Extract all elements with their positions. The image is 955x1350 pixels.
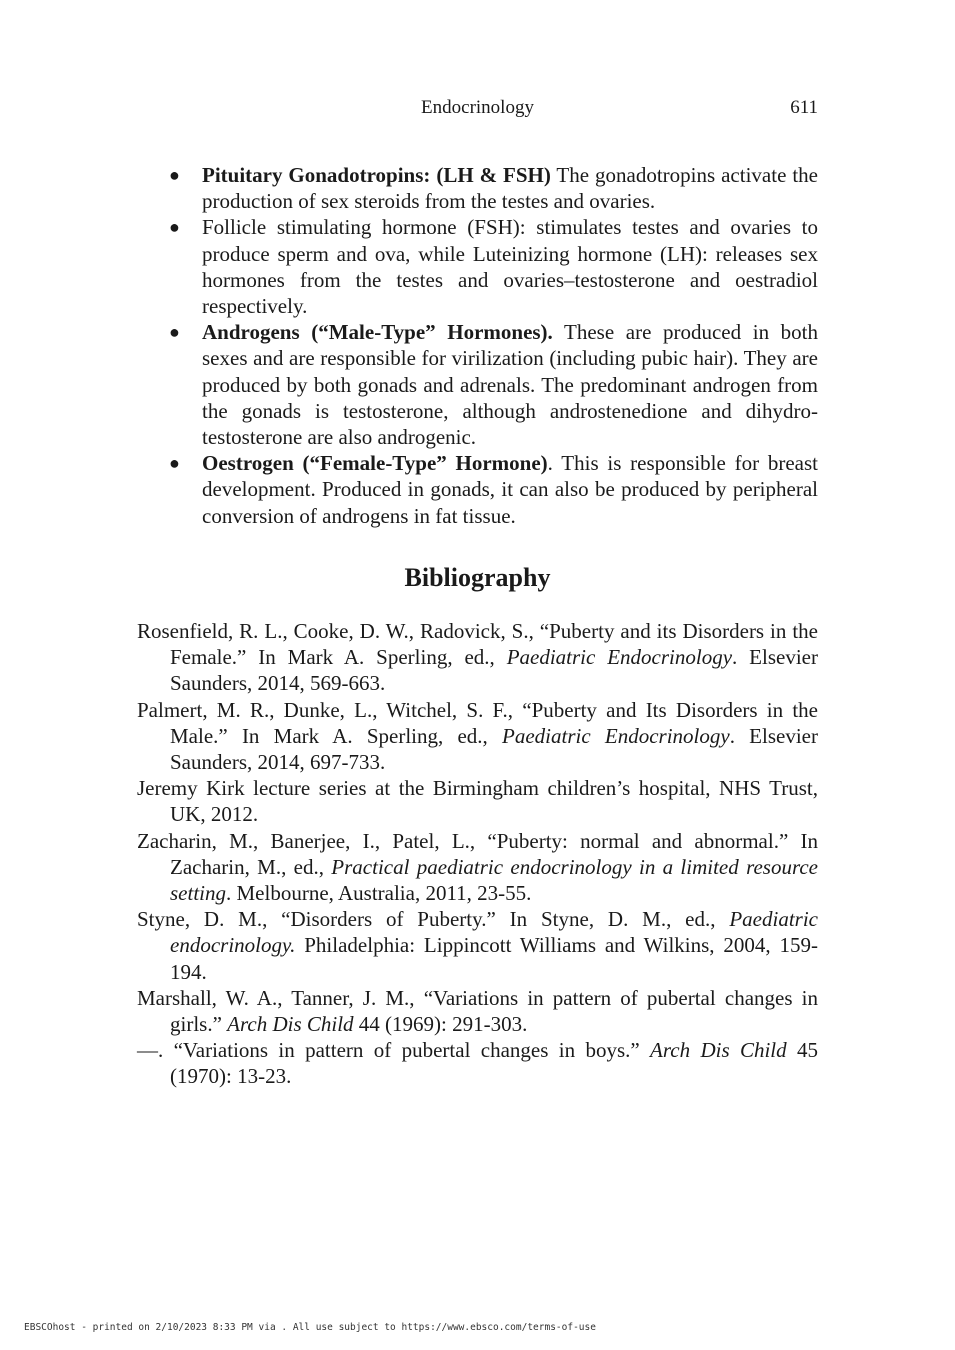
reference-text: 44 (1969): 291-303. xyxy=(353,1012,528,1037)
reference-title: Practical paediatric endocrinology in a limited resource setting xyxy=(170,854,818,906)
bullet-icon: ● xyxy=(169,217,180,238)
bullet-icon: ● xyxy=(169,322,180,343)
page-number: 611 xyxy=(790,97,818,118)
bullet-item xyxy=(137,162,818,214)
bullet-bold-lead: Androgens (“Male-Type” Hormones). xyxy=(202,320,553,345)
reference-text: Styne, D. M., “Disorders of Puberty.” In Styne, D. M., ed., xyxy=(137,907,730,932)
reference-text: Marshall, W. A., Tanner, J. M., “Variations in pattern of pubertal changes in girls.” xyxy=(137,985,818,1037)
reference-text: Rosenfield, R. L., Cooke, D. W., Radovick, S., “Puberty and its Disorders in the Female.” In Mark A. Sperling, ed., xyxy=(137,619,818,670)
reference-title: Arch Dis Child xyxy=(227,1012,354,1037)
reference-item xyxy=(137,618,818,697)
reference-item xyxy=(137,985,818,1037)
reference-text: Palmert, M. R., Dunke, L., Witchel, S. F., “Puberty and Its Disorders in the Male.” In Mark A. Sperling, ed., xyxy=(137,697,818,748)
reference-list xyxy=(137,618,818,1090)
bullet-icon: ● xyxy=(169,165,180,185)
reference-item xyxy=(137,775,818,827)
reference-title: Paediatric endocrinology. xyxy=(170,907,818,958)
reference-text: . Elsevier Saunders, 2014, 697-733. xyxy=(170,723,818,775)
reference-text: Philadelphia: Lippincott Williams and Wilkins, 2004, 159-194. xyxy=(170,933,818,984)
bullet-item xyxy=(137,450,818,529)
print-footer: EBSCOhost - printed on 2/10/2023 8:33 PM via . All use subject to https://www.ebsco.com/terms-of-use xyxy=(24,1322,596,1333)
reference-item xyxy=(137,828,818,907)
bibliography-heading: Bibliography xyxy=(404,563,551,592)
reference-text: 45 (1970): 13-23. xyxy=(170,1038,819,1089)
reference-title: Paediatric Endocrinology xyxy=(502,723,730,748)
bullet-bold-lead: Pituitary Gonadotropins: (LH & FSH) xyxy=(202,163,551,187)
reference-text: Jeremy Kirk lecture series at the Birmingham children’s hospital, NHS Trust, UK, 2012. xyxy=(137,776,818,827)
reference-text: . Elsevier Saunders, 2014, 569-663. xyxy=(170,645,818,696)
reference-text: . Melbourne, Australia, 2011, 23-55. xyxy=(226,881,532,906)
reference-text: —. “Variations in pattern of pubertal changes in boys.” xyxy=(137,1038,651,1063)
bullet-icon: ● xyxy=(169,453,180,474)
bullet-text: Follicle stimulating hormone (FSH): stimulates testes and ovaries to produce sperm and ova, while Luteinizing hormone (LH): releases sex hormones from the testes and ovaries–testosterone and oestradiol respectively. xyxy=(202,215,818,319)
reference-item xyxy=(137,906,818,985)
bullet-bold-lead: Oestrogen (“Female-Type” Hormone) xyxy=(202,451,548,476)
bullet-text: The gonadotropins activate the production of sex steroids from the testes and ovaries. xyxy=(202,163,818,214)
running-header xyxy=(137,97,818,121)
reference-text: Zacharin, M., Banerjee, I., Patel, L., “Puberty: normal and abnormal.” In Zacharin, M., ed., xyxy=(137,828,818,879)
reference-title: Paediatric Endocrinology xyxy=(506,645,733,670)
bullet-text: These are produced in both sexes and are responsible for virilization (including pubic hair). They are produced by both gonads and adrenals. The predominant androgen from the gonads is testosterone, although androstenedione and dihydro-testosterone are also androgenic. xyxy=(202,320,818,450)
bullet-item xyxy=(137,214,818,319)
bullet-text: . This is responsible for breast development. Produced in gonads, it can also be produced by peripheral conversion of androgens in fat tissue. xyxy=(202,451,818,528)
bullet-item xyxy=(137,319,818,450)
reference-item xyxy=(137,1037,818,1089)
reference-title: Arch Dis Child xyxy=(650,1038,787,1063)
bullet-list xyxy=(137,162,818,529)
reference-item xyxy=(137,697,818,776)
running-title: Endocrinology xyxy=(421,97,534,118)
